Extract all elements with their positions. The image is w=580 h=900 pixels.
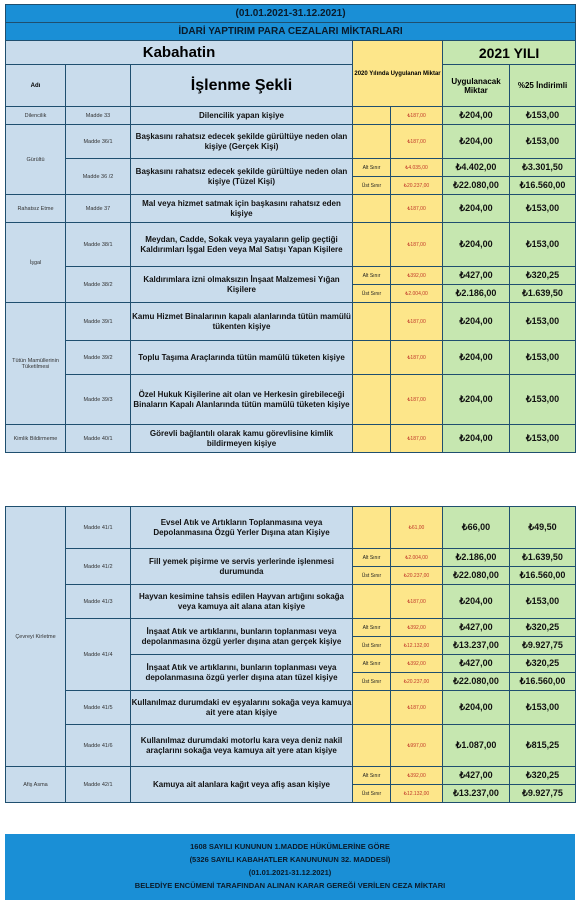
footer-note: [5, 834, 575, 900]
header-dates: (01.01.2021-31.12.2021): [6, 5, 576, 23]
price-2020: ₺187,00: [391, 303, 443, 341]
limit-label: [353, 725, 391, 767]
description-cell: Hayvan kesimine tahsis edilen Hayvan artığını sokağa veya kamuya ait alana atan kişiye: [131, 585, 353, 619]
limit-label: Üst Sınır: [353, 567, 391, 585]
price-2020: ₺12.132,00: [391, 637, 443, 655]
price-2020: ₺187,00: [391, 195, 443, 223]
price-discounted: ₺153,00: [510, 223, 576, 267]
limit-label: Alt Sınır: [353, 159, 391, 177]
price-2020: ₺20.237,00: [391, 177, 443, 195]
price-2020: ₺392,00: [391, 767, 443, 785]
fine-row: [6, 585, 576, 619]
fine-row: [6, 767, 576, 785]
price-discounted: ₺153,00: [510, 425, 576, 453]
price-discounted: ₺320,25: [510, 767, 576, 785]
price-discounted: ₺320,25: [510, 655, 576, 673]
limit-label: [353, 375, 391, 425]
limit-label: [353, 107, 391, 125]
fines-table-2: [5, 506, 576, 803]
price-2020: ₺12.132,00: [391, 785, 443, 803]
price-2021: ₺4.402,00: [443, 159, 510, 177]
limit-label: Üst Sınır: [353, 637, 391, 655]
limit-label: [353, 691, 391, 725]
price-2020: ₺187,00: [391, 691, 443, 725]
footer-line: 1608 SAYILI KUNUNUN 1.MADDE HÜKÜMLERİNE GÖRE: [190, 842, 390, 851]
category-cell: Tütün Mamüllerinin Tüketilmesi: [6, 303, 66, 425]
madde-cell: Madde 41/2: [66, 549, 131, 585]
madde-cell: Madde 38/1: [66, 223, 131, 267]
description-cell: Toplu Taşıma Araçlarında tütün mamülü tüketen kişiye: [131, 341, 353, 375]
fine-row: [6, 267, 576, 285]
category-cell: Gürültü: [6, 125, 66, 195]
price-2021: ₺427,00: [443, 767, 510, 785]
price-2021: ₺22.080,00: [443, 673, 510, 691]
description-cell: Özel Hukuk Kişilerine ait olan ve Herkesin girebileceği Binaların Kapalı Alanlarında tütün mamülü tüketen kişiye: [131, 375, 353, 425]
price-2021: ₺66,00: [443, 507, 510, 549]
description-cell: Fill yemek pişirme ve servis yerlerinde işlenmesi durumunda: [131, 549, 353, 585]
price-discounted: ₺153,00: [510, 691, 576, 725]
price-2020: ₺2.004,00: [391, 549, 443, 567]
madde-cell: Madde 40/1: [66, 425, 131, 453]
madde-cell: Madde 41/6: [66, 725, 131, 767]
fine-row: [6, 549, 576, 567]
madde-cell: Madde 33: [66, 107, 131, 125]
description-cell: İnşaat Atık ve artıklarını, bunların toplanması veya depolanmasına özgü yerler dışına atan tüzel kişiye: [131, 655, 353, 691]
price-discounted: ₺3.301,50: [510, 159, 576, 177]
description-cell: İnşaat Atık ve artıklarını, bunların toplanması veya depolanmasına özgü yerler dışına atan gerçek kişiye: [131, 619, 353, 655]
category-cell: İşgal: [6, 223, 66, 303]
fine-row: [6, 375, 576, 425]
price-2020: ₺187,00: [391, 375, 443, 425]
price-discounted: ₺153,00: [510, 107, 576, 125]
price-2020: ₺187,00: [391, 585, 443, 619]
madde-cell: Madde 36 /2: [66, 159, 131, 195]
price-2021: ₺204,00: [443, 375, 510, 425]
price-2020: ₺392,00: [391, 655, 443, 673]
fine-row: [6, 725, 576, 767]
madde-cell: Madde 41/3: [66, 585, 131, 619]
fine-row: [6, 223, 576, 267]
description-cell: Dilencilik yapan kişiye: [131, 107, 353, 125]
limit-label: Üst Sınır: [353, 177, 391, 195]
footer-line: (01.01.2021-31.12.2021): [248, 868, 332, 877]
footer-line: (5326 SAYILI KABAHATLER KANUNUNUN 32. MADDESİ): [189, 855, 391, 864]
price-discounted: ₺320,25: [510, 267, 576, 285]
limit-label: Alt Sınır: [353, 267, 391, 285]
price-discounted: ₺320,25: [510, 619, 576, 637]
category-cell: Rahatsız Etme: [6, 195, 66, 223]
fine-row: [6, 107, 576, 125]
price-2020: ₺2.004,00: [391, 285, 443, 303]
description-cell: Kullanılmaz durumdaki motorlu kara veya deniz nakil araçlarını sokağa veya kamuya ait yere atan kişiye: [131, 725, 353, 767]
price-2020: ₺4.035,00: [391, 159, 443, 177]
limit-label: Üst Sınır: [353, 785, 391, 803]
description-cell: Meydan, Cadde, Sokak veya yayaların gelip geçtiği Kaldırımları İşgal Eden veya Mal Satışı Yapan Kişilere: [131, 223, 353, 267]
price-discounted: ₺9.927,75: [510, 785, 576, 803]
description-cell: Mal veya hizmet satmak için başkasını rahatsız eden kişiye: [131, 195, 353, 223]
limit-label: Alt Sınır: [353, 549, 391, 567]
col-uygulanacak: Uygulanacak Miktar: [443, 65, 510, 107]
description-cell: Kullanılmaz durumdaki ev eşyalarını sokağa veya kamuya ait yere atan kişiye: [131, 691, 353, 725]
price-2020: ₺20.237,00: [391, 673, 443, 691]
price-2020: ₺187,00: [391, 223, 443, 267]
fine-row: [6, 691, 576, 725]
madde-cell: Madde 41/1: [66, 507, 131, 549]
price-2020: ₺187,00: [391, 341, 443, 375]
price-2021: ₺2.186,00: [443, 285, 510, 303]
price-2021: ₺204,00: [443, 341, 510, 375]
price-2021: ₺204,00: [443, 195, 510, 223]
limit-label: Alt Sınır: [353, 655, 391, 673]
col-2020: 2020 Yılında Uygulanan Miktar: [353, 41, 443, 107]
fine-row: [6, 425, 576, 453]
col-2021: 2021 YILI: [443, 41, 576, 65]
fine-row: [6, 125, 576, 159]
madde-cell: Madde 41/5: [66, 691, 131, 725]
price-2021: ₺427,00: [443, 267, 510, 285]
price-discounted: ₺153,00: [510, 341, 576, 375]
limit-label: [353, 341, 391, 375]
price-2021: ₺22.080,00: [443, 177, 510, 195]
price-discounted: ₺153,00: [510, 303, 576, 341]
price-2020: ₺392,00: [391, 267, 443, 285]
category-cell: Dilencilik: [6, 107, 66, 125]
madde-cell: Madde 38/2: [66, 267, 131, 303]
category-cell: Kimlik Bildirmeme: [6, 425, 66, 453]
category-cell: Afiş Asma: [6, 767, 66, 803]
madde-cell: Madde 37: [66, 195, 131, 223]
price-2021: ₺204,00: [443, 223, 510, 267]
description-cell: Kaldırımlara izni olmaksızın İnşaat Malzemesi Yığan Kişilere: [131, 267, 353, 303]
price-2021: ₺13.237,00: [443, 637, 510, 655]
madde-cell: Madde 39/1: [66, 303, 131, 341]
price-discounted: ₺49,50: [510, 507, 576, 549]
limit-label: [353, 585, 391, 619]
price-2021: ₺2.186,00: [443, 549, 510, 567]
description-cell: Görevli bağlantılı olarak kamu görevlisine kimlik bildirmeyen kişiye: [131, 425, 353, 453]
description-cell: Evsel Atık ve Artıkların Toplanmasına veya Depolanmasına Özgü Yerler Dışına atan Kişiye: [131, 507, 353, 549]
col-indirimli: %25 İndirimli: [510, 65, 576, 107]
description-cell: Başkasını rahatsız edecek şekilde gürültüye neden olan kişiye (Tüzel Kişi): [131, 159, 353, 195]
price-2021: ₺13.237,00: [443, 785, 510, 803]
madde-cell: Madde 41/4: [66, 619, 131, 691]
limit-label: Üst Sınır: [353, 673, 391, 691]
price-discounted: ₺153,00: [510, 125, 576, 159]
header-title: İDARİ YAPTIRIM PARA CEZALARI MİKTARLARI: [6, 23, 576, 41]
col-adi: Adı: [6, 65, 66, 107]
price-2021: ₺427,00: [443, 619, 510, 637]
limit-label: [353, 195, 391, 223]
price-2020: ₺187,00: [391, 425, 443, 453]
fine-row: [6, 341, 576, 375]
limit-label: Alt Sınır: [353, 619, 391, 637]
description-cell: Kamu Hizmet Binalarının kapalı alanlarında tütün mamülü tükenten kişiye: [131, 303, 353, 341]
price-2021: ₺22.080,00: [443, 567, 510, 585]
price-2021: ₺427,00: [443, 655, 510, 673]
madde-cell: Madde 39/2: [66, 341, 131, 375]
fines-table-1: [5, 4, 576, 453]
price-2021: ₺204,00: [443, 125, 510, 159]
price-discounted: ₺16.560,00: [510, 673, 576, 691]
fine-row: [6, 619, 576, 637]
price-discounted: ₺153,00: [510, 585, 576, 619]
price-2020: ₺187,00: [391, 107, 443, 125]
price-2020: ₺187,00: [391, 125, 443, 159]
category-cell: Çevreyi Kirletme: [6, 507, 66, 767]
price-2020: ₺392,00: [391, 619, 443, 637]
madde-cell: Madde 42/1: [66, 767, 131, 803]
price-discounted: ₺153,00: [510, 375, 576, 425]
price-2021: ₺204,00: [443, 303, 510, 341]
price-discounted: ₺16.560,00: [510, 567, 576, 585]
price-discounted: ₺16.560,00: [510, 177, 576, 195]
fine-row: [6, 195, 576, 223]
col-kabahatin: Kabahatin: [6, 41, 353, 65]
fine-row: [6, 159, 576, 177]
price-2021: ₺204,00: [443, 107, 510, 125]
price-discounted: ₺1.639,50: [510, 285, 576, 303]
description-cell: Başkasını rahatsız edecek şekilde gürültüye neden olan kişiye (Gerçek Kişi): [131, 125, 353, 159]
limit-label: [353, 425, 391, 453]
price-2021: ₺204,00: [443, 691, 510, 725]
price-discounted: ₺815,25: [510, 725, 576, 767]
fine-row: [6, 303, 576, 341]
description-cell: Kamuya ait alanlara kağıt veya afiş asan kişiye: [131, 767, 353, 803]
limit-label: [353, 125, 391, 159]
price-2021: ₺204,00: [443, 425, 510, 453]
price-2020: ₺61,00: [391, 507, 443, 549]
limit-label: [353, 303, 391, 341]
limit-label: [353, 507, 391, 549]
fine-row: [6, 507, 576, 549]
price-discounted: ₺153,00: [510, 195, 576, 223]
price-2021: ₺1.087,00: [443, 725, 510, 767]
limit-label: Alt Sınır: [353, 767, 391, 785]
price-2020: ₺997,00: [391, 725, 443, 767]
col-islenme: İşlenme Şekli: [131, 65, 353, 107]
limit-label: Üst Sınır: [353, 285, 391, 303]
madde-cell: Madde 39/3: [66, 375, 131, 425]
limit-label: [353, 223, 391, 267]
madde-cell: Madde 36/1: [66, 125, 131, 159]
price-discounted: ₺9.927,75: [510, 637, 576, 655]
price-2021: ₺204,00: [443, 585, 510, 619]
price-2020: ₺20.237,00: [391, 567, 443, 585]
price-discounted: ₺1.639,50: [510, 549, 576, 567]
footer-line: BELEDİYE ENCÜMENİ TARAFINDAN ALINAN KARAR GEREĞİ VERİLEN CEZA MİKTARI: [134, 881, 446, 890]
